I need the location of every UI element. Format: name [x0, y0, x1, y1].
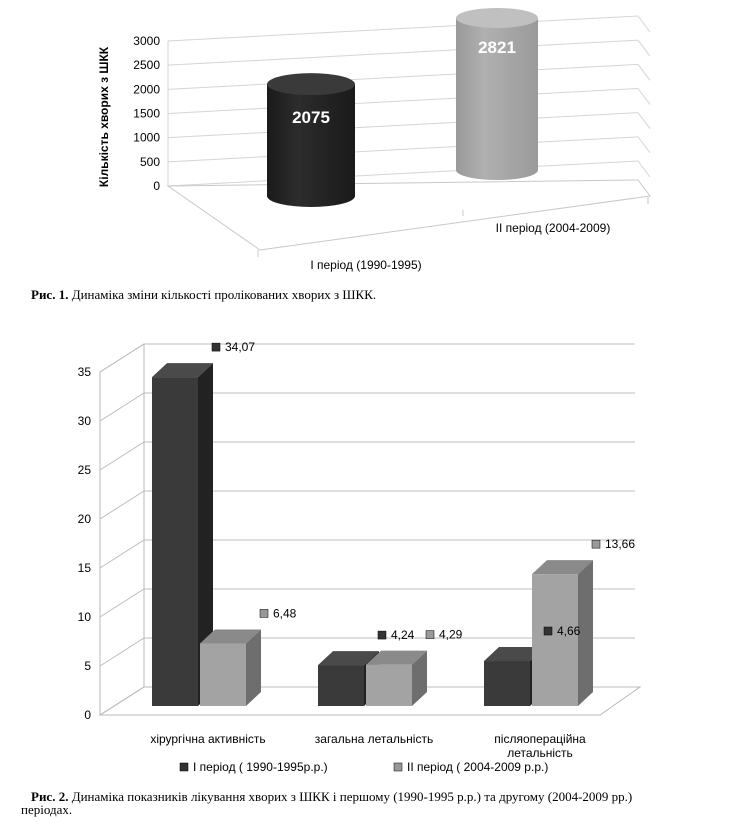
chart-2-data-label: 4,66	[557, 624, 581, 639]
chart-2-legend-marker	[180, 763, 188, 771]
chart-2-bar-front	[366, 665, 412, 706]
chart-2-ytick-label: 5	[84, 659, 91, 673]
chart-2-legend-label: II період ( 2004-2009 р.р.)	[407, 760, 549, 774]
chart-2-side-wall	[100, 344, 144, 715]
chart-2-data-label: 34,07	[225, 340, 256, 355]
chart-2-legend	[180, 760, 548, 774]
chart-2-xtick-label: загальна летальність	[314, 732, 434, 746]
chart-2-data-label-marker	[378, 631, 386, 639]
chart-1-ytick-label: 2000	[133, 82, 160, 97]
chart-2-xticks	[150, 732, 586, 760]
chart-2-ytick-label: 0	[84, 708, 91, 722]
chart-1-ytick-label: 1000	[133, 130, 160, 145]
figure-2-label: Рис. 2.	[31, 789, 69, 804]
figure-1-label: Рис. 1.	[31, 287, 69, 302]
chart-1-xtick-label: II період (2004-2009)	[495, 221, 611, 235]
chart-1-ytick-label: 3000	[133, 34, 160, 48]
chart-2-xtick-label: післяопераційна летальність	[494, 732, 586, 760]
chart-2-yticks	[78, 365, 92, 722]
chart-1-ytick-label: 500	[139, 154, 160, 169]
chart-1-data-label: 2821	[478, 37, 516, 57]
chart-2-bar-front	[318, 665, 364, 706]
chart-2-bars	[152, 363, 593, 706]
chart-2-ytick-label: 10	[77, 610, 91, 624]
chart-2-data-label: 4,24	[391, 628, 415, 643]
chart-2-bar-front	[152, 377, 198, 706]
chart-1-xtick-label: I період (1990-1995)	[310, 258, 422, 272]
chart-2-data-label-marker	[592, 540, 600, 548]
chart-1-ytick-label: 2500	[133, 58, 160, 73]
chart-1-data-label: 2075	[292, 108, 330, 128]
chart-2-ytick-label: 30	[77, 414, 91, 428]
chart-2-data-label: 4,29	[439, 627, 463, 642]
chart-2-legend-label: I період ( 1990-1995р.р.)	[193, 760, 328, 774]
chart-2-data-label-marker	[544, 627, 552, 635]
chart-2-legend-marker	[394, 763, 402, 771]
chart-2-ytick-label: 15	[77, 561, 91, 575]
chart-2-ytick-label: 25	[77, 463, 91, 477]
chart-2-bar-front	[484, 661, 530, 706]
chart-2-ytick-label: 35	[77, 365, 91, 379]
chart-2-bar-front	[532, 574, 578, 706]
figure-2-text-line2: періодах.	[21, 802, 73, 817]
chart-1-ylabel: Кількість хворих з ШКК	[97, 46, 111, 188]
chart-1-ytick-label: 0	[153, 179, 160, 193]
chart-2-data-label: 13,66	[605, 537, 636, 552]
figure-1-text: Динаміка зміни кількості пролікованих хворих з ШКК.	[68, 287, 377, 302]
chart-2-ytick-label: 20	[77, 512, 91, 526]
chart-2-data-label-marker	[426, 631, 434, 639]
chart-2-bar-front	[200, 643, 246, 706]
chart-2-data-label: 6,48	[273, 606, 297, 621]
chart-2-data-label-marker	[212, 343, 220, 351]
chart-2-data-label-marker	[260, 609, 268, 617]
chart-2-xtick-label: хірургічна активність	[150, 732, 266, 746]
figure-2-text-line1: Динаміка показників лікування хворих з ШКК і першому (1990-1995 р.р.) та другому (2004-2009 рр.)	[68, 789, 633, 804]
figure-2-caption	[21, 789, 731, 817]
chart-1-ytick-label: 1500	[133, 106, 160, 121]
